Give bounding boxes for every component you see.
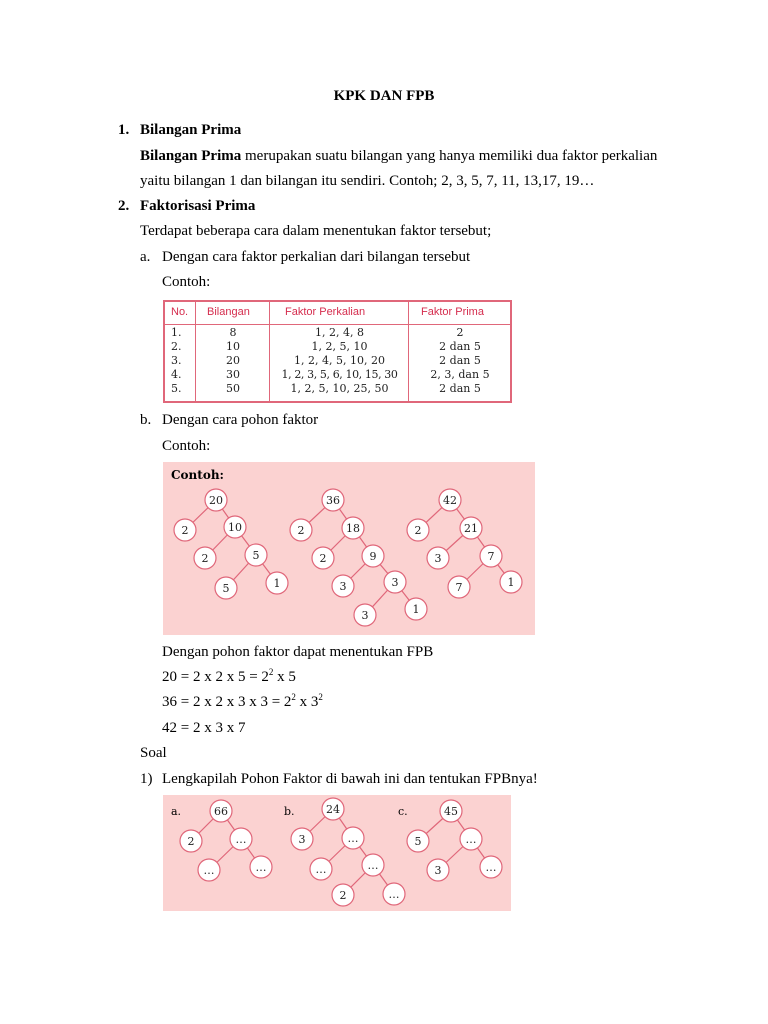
section-2-number: 2. [118,198,130,214]
tree-node-label: 20 [209,493,223,507]
section-1-paragraph-line2: yaitu bilangan 1 dan bilangan itu sendiri. Contoh; 2, 3, 5, 7, 11, 13,17, 19… [140,173,595,189]
tree-node-label: … [203,863,215,877]
section-1-heading: Bilangan Prima [140,122,242,138]
tree-node-label: 2 [414,523,422,537]
equation-text: x 3 [295,694,319,710]
equation-42: 42 = 2 x 3 x 7 [162,720,246,736]
tree-node-label: 1 [507,575,515,589]
item-b-contoh: Contoh: [162,438,211,454]
table-cell: 1, 2, 3, 5, 6, 10, 15, 30 [281,368,398,381]
table-cell: 5. [171,382,182,395]
tree-node-label: 2 [319,551,327,565]
tree-node-label: 1 [273,576,281,590]
table-cell: 1, 2, 5, 10 [311,340,368,353]
exercise-c-label: c. [398,805,408,818]
table-cell: 2 dan 5 [439,340,481,353]
item-a-contoh: Contoh: [162,274,211,290]
tree-node-label: 3 [298,832,306,846]
tree-node-label: 45 [444,804,458,818]
tree-node-label: 10 [228,520,242,534]
exponent: 2 [268,667,274,677]
table-divider [269,302,270,401]
table-header-no: No. [171,306,189,318]
tree-node-label: … [388,887,400,901]
equation-text: 36 = 2 x 2 x 3 x 3 = 2 [162,694,292,710]
table-cell: 1, 2, 4, 5, 10, 20 [294,354,385,367]
prime-factor-table [163,300,512,403]
tree-node-label: 7 [455,580,463,594]
tree-node-label: 2 [297,523,305,537]
table-header-faktor-prima: Faktor Prima [421,306,484,318]
table-header-faktor-perkalian: Faktor Perkalian [285,306,366,318]
tree-nodes [174,489,522,626]
tree-node-label: 3 [361,608,369,622]
exercise-a-label: a. [171,805,182,818]
section-2-intro: Terdapat beberapa cara dalam menentukan faktor tersebut; [140,223,492,239]
trees-label: Contoh: [171,468,224,482]
exponent: 2 [318,692,323,702]
table-cell: 2 dan 5 [439,354,481,367]
table-cell: 2. [171,340,182,353]
exercise-lines [191,809,491,895]
table-cell: 2, 3, dan 5 [430,368,490,381]
table-divider [408,302,409,401]
item-b-marker: b. [140,412,152,428]
tree-node-label: 7 [487,549,495,563]
tree-node-label: 36 [326,493,340,507]
fpb-intro: Dengan pohon faktor dapat menentukan FPB [162,644,434,660]
tree-node-label: … [255,860,267,874]
table-cell: 10 [226,340,240,353]
table-cell: 1, 2, 5, 10, 25, 50 [290,382,389,395]
item-a-marker: a. [140,249,151,265]
equation-text: x 5 [273,669,296,685]
exercise-tree-panel [163,795,511,911]
section-2-heading: Faktorisasi Prima [140,198,256,214]
tree-node-label: 9 [369,549,377,563]
table-divider [195,302,196,401]
factor-tree-panel [163,462,535,635]
page-title: KPK DAN FPB [333,88,435,104]
equation-20 [162,669,296,686]
table-cell: 2 dan 5 [439,382,481,395]
exercise-tree-diagram [163,795,511,911]
tree-node-label: … [367,858,379,872]
tree-node-label: 5 [222,581,230,595]
tree-node-label: 42 [443,493,457,507]
tree-node-label: 2 [181,523,189,537]
question-1-marker: 1) [140,771,153,787]
exponent: 2 [291,692,296,702]
question-1-text: Lengkapilah Pohon Faktor di bawah ini dan tentukan FPBnya! [162,771,538,787]
tree-node-label: 3 [434,551,442,565]
tree-node-label: 66 [214,804,228,818]
table-cell: 50 [226,382,240,395]
tree-node-label: 3 [434,863,442,877]
tree-node-label: 18 [346,521,360,535]
table-cell: 1, 2, 4, 8 [315,326,364,339]
tree-node-label: 1 [412,602,420,616]
bold-term: Bilangan Prima [140,148,242,164]
table-cell: 3. [171,354,182,367]
equation-36 [162,694,323,711]
tree-node-label: … [235,832,247,846]
tree-node-label: 21 [464,521,478,535]
tree-node-label: 3 [339,579,347,593]
table-cell: 8 [229,326,237,339]
exercise-b-label: b. [284,805,295,818]
paragraph-text: merupakan suatu bilangan yang hanya memiliki dua faktor perkalian [241,148,658,164]
table-cell: 2 [456,326,464,339]
table-cell: 30 [226,368,240,381]
tree-node-label: 5 [414,834,422,848]
tree-node-label: … [347,831,359,845]
table-cell: 1. [171,326,182,339]
section-1-paragraph [140,148,657,165]
tree-node-label: … [485,860,497,874]
item-b-text: Dengan cara pohon faktor [162,412,319,428]
item-a-text: Dengan cara faktor perkalian dari bilangan tersebut [162,249,471,265]
equation-text: 20 = 2 x 2 x 5 = 2 [162,669,269,685]
table-cell: 20 [226,354,240,367]
tree-node-label: 3 [391,575,399,589]
table-cell: 4. [171,368,182,381]
section-1-number: 1. [118,122,130,138]
tree-node-label: 5 [252,548,260,562]
tree-node-label: … [315,862,327,876]
tree-node-label: … [465,832,477,846]
tree-node-label: 2 [187,834,195,848]
tree-node-label: 24 [326,802,340,816]
tree-node-label: 2 [201,551,209,565]
tree-node-label: 2 [339,888,347,902]
factor-tree-diagram [163,462,535,635]
soal-heading: Soal [140,745,167,761]
table-header-bilangan: Bilangan [207,306,250,318]
